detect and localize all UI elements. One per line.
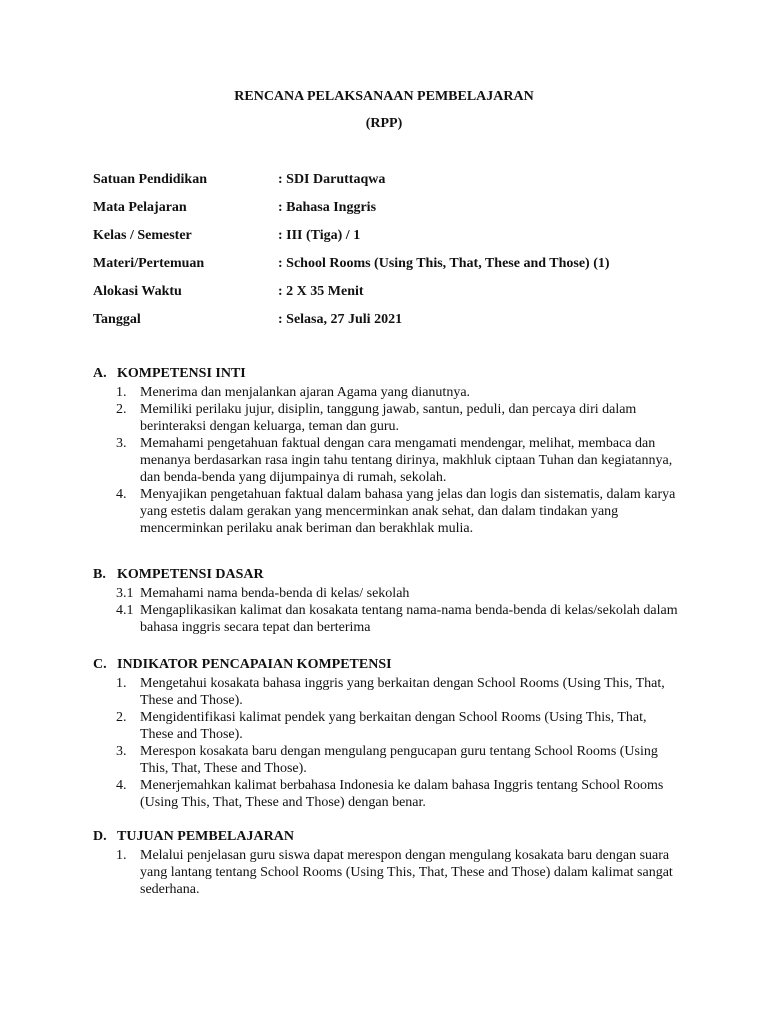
section-letter: C. — [93, 657, 107, 672]
item-text: Menerjemahkan kalimat berbahasa Indonesia ke dalam bahasa Inggris tentang School Rooms (Using This, That, These and Those) dengan benar. — [140, 778, 664, 810]
numbered-list — [93, 847, 683, 898]
section-letter: B. — [93, 567, 106, 582]
item-text: Menyajikan pengetahuan faktual dalam bahasa yang jelas dan logis dan sistematis, dalam karya yang estetis dalam gerakan yang mencerminkan anak sehat, dan dalam tindakan yang mencerminkan perilaku anak beriman dan berakhlak mulia. — [140, 487, 676, 536]
section-heading — [93, 365, 683, 384]
item-number: 3. — [116, 436, 127, 451]
item-number: 1. — [116, 676, 127, 691]
list-item — [116, 709, 683, 743]
item-number: 1. — [116, 385, 127, 400]
section-title: KOMPETENSI INTI — [117, 366, 246, 381]
info-row-satuan — [93, 171, 610, 199]
item-text: Memahami nama benda-benda di kelas/ sekolah — [140, 586, 410, 601]
item-text: Mengidentifikasi kalimat pendek yang berkaitan dengan School Rooms (Using This, That, These and Those). — [140, 710, 647, 742]
item-number: 2. — [116, 710, 127, 725]
section-heading — [93, 828, 683, 847]
info-row-mapel — [93, 199, 610, 227]
item-text: Memiliki perilaku jujur, disiplin, tanggung jawab, santun, peduli, dan percaya diri dalam berinteraksi dengan keluarga, teman dan guru. — [140, 402, 637, 434]
info-row-kelas — [93, 227, 610, 255]
list-item — [116, 401, 683, 435]
item-number: 2. — [116, 402, 127, 417]
document-subtitle: (RPP) — [365, 116, 403, 131]
info-label: Satuan Pendidikan — [93, 172, 207, 187]
item-text: Melalui penjelasan guru siswa dapat merespon dengan mengulang kosakata baru dengan suara yang lantang tentang School Rooms (Using This, That, These and Those) dalam kalimat sangat sederhana. — [140, 848, 673, 897]
section-letter: A. — [93, 366, 107, 381]
info-value: : III (Tiga) / 1 — [278, 228, 361, 243]
info-label: Tanggal — [93, 312, 141, 327]
section-letter: D. — [93, 829, 107, 844]
list-item — [116, 384, 683, 401]
section-heading — [93, 566, 683, 585]
item-text: Menerima dan menjalankan ajaran Agama yang dianutnya. — [140, 385, 471, 400]
section-title: INDIKATOR PENCAPAIAN KOMPETENSI — [117, 657, 392, 672]
section-kompetensi-dasar — [93, 566, 683, 636]
list-item — [116, 777, 683, 811]
list-item — [116, 602, 683, 636]
list-item — [116, 743, 683, 777]
section-indikator — [93, 656, 683, 811]
info-label: Mata Pelajaran — [93, 200, 187, 215]
info-value: : Selasa, 27 Juli 2021 — [278, 312, 403, 327]
section-title: TUJUAN PEMBELAJARAN — [117, 829, 294, 844]
section-heading — [93, 656, 683, 675]
info-label: Alokasi Waktu — [93, 284, 182, 299]
list-item — [116, 435, 683, 486]
section-tujuan — [93, 828, 683, 898]
item-text: Mengetahui kosakata bahasa inggris yang berkaitan dengan School Rooms (Using This, That, These and Those). — [140, 676, 665, 708]
item-text: Mengaplikasikan kalimat dan kosakata tentang nama-nama benda-benda di kelas/sekolah dalam bahasa inggris secara tepat dan berterima — [140, 603, 678, 635]
document-title: RENCANA PELAKSANAAN PEMBELAJARAN — [234, 89, 534, 104]
item-number: 4.1 — [116, 603, 134, 618]
section-title: KOMPETENSI DASAR — [117, 567, 264, 582]
info-value: : SDI Daruttaqwa — [278, 172, 386, 187]
info-row-tanggal — [93, 311, 610, 339]
identity-table — [93, 171, 610, 339]
list-item — [116, 486, 683, 537]
info-value: : 2 X 35 Menit — [278, 284, 364, 299]
info-row-materi — [93, 255, 610, 283]
item-number: 4. — [116, 778, 127, 793]
item-text: Memahami pengetahuan faktual dengan cara mengamati mendengar, melihat, membaca dan menanya berdasarkan rasa ingin tahu tentang dirinya, makhluk ciptaan Tuhan dan kegiatannya, dan benda-benda yang dijumpainya di rumah, sekolah. — [140, 436, 673, 485]
item-text: Merespon kosakata baru dengan mengulang pengucapan guru tentang School Rooms (Using This, That, These and Those). — [140, 744, 658, 776]
info-value: : Bahasa Inggris — [278, 200, 377, 215]
info-label: Materi/Pertemuan — [93, 256, 205, 271]
info-row-alokasi — [93, 283, 610, 311]
numbered-list — [93, 384, 683, 537]
section-kompetensi-inti — [93, 365, 683, 537]
numbered-list — [93, 585, 683, 636]
item-number: 3. — [116, 744, 127, 759]
item-number: 3.1 — [116, 586, 134, 601]
item-number: 4. — [116, 487, 127, 502]
info-label: Kelas / Semester — [93, 228, 192, 243]
item-number: 1. — [116, 848, 127, 863]
info-value: : School Rooms (Using This, That, These and Those) (1) — [278, 256, 610, 271]
list-item — [116, 675, 683, 709]
list-item — [116, 847, 683, 898]
list-item — [116, 585, 683, 602]
numbered-list — [93, 675, 683, 811]
